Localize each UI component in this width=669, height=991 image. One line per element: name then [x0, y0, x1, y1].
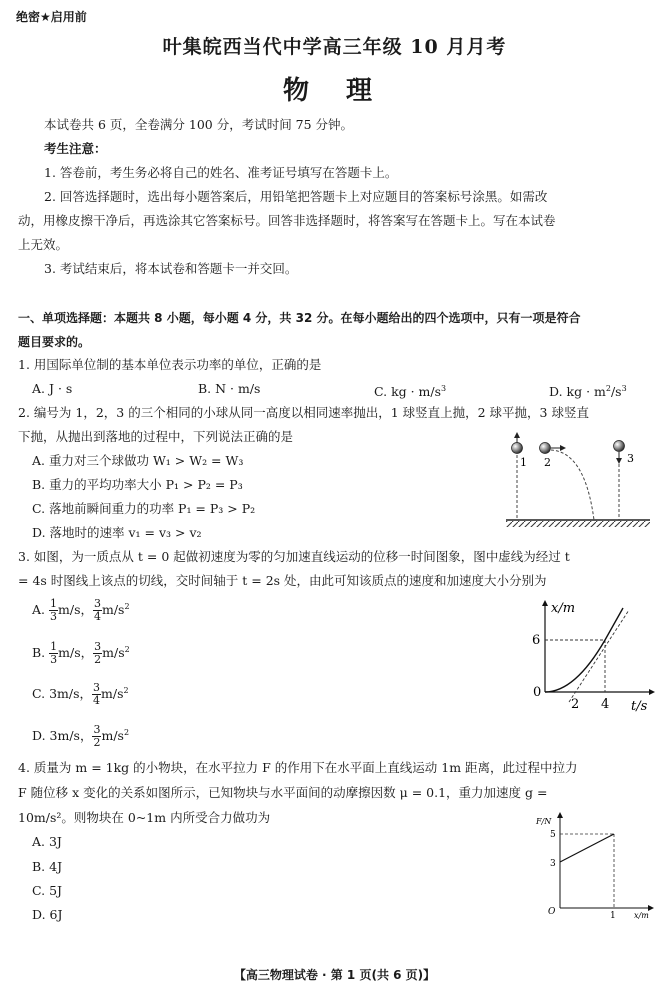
note-2a: 2. 回答选择题时，选出每小题答案后，用铅笔把答题卡上对应题目的答案标号涂黑。如需改 [44, 189, 548, 204]
q4-option-d: D. 6J [32, 907, 63, 922]
q1-option-a: A. J · s [32, 381, 73, 396]
q1-stem: 1. 用国际单位制的基本单位表示功率的单位，正确的是 [18, 357, 322, 372]
ball-1-label: 1 [520, 456, 527, 469]
ball-3-label: 3 [627, 452, 634, 465]
q1-option-c: C. kg · $m/s^3$ [374, 384, 447, 400]
q4-x-axis-label: x/m [634, 911, 649, 920]
q2-option-d: D. 落地时的速率 v₁ = v₃ > v₂ [32, 525, 202, 540]
subject-title: 物 理 [282, 76, 387, 106]
q2-option-a: A. 重力对三个球做功 W₁ > W₂ = W₃ [32, 453, 244, 468]
q3-stem-2: = 4s 时图线上该点的切线，交时间轴于 t = 2s 处，由此可知该质点的速度和加速度大小分别为 [18, 573, 547, 588]
q3-xt-graph [525, 596, 660, 716]
q3-stem-1: 3. 如图，为一质点从 t = 0 起做初速度为零的匀加速直线运动的位移一时间图象，图中虚线为经过 t [18, 549, 570, 564]
q3-x-tick-2: 2 [571, 697, 580, 712]
q4-stem-2: F 随位移 x 变化的关系如图所示，已知物块与水平面间的动摩擦因数 μ = 0.1，重力加速度 g = [18, 785, 548, 800]
q4-stem-3: 10m/s²。则物块在 0~1m 内所受合力做功为 [18, 810, 271, 825]
note-2b: 动，用橡皮擦干净后，再选涂其它答案标号。回答非选择题时，将答案写在答题卡上。写在本试卷 [18, 213, 556, 228]
q4-y-tick-5: 5 [550, 830, 556, 840]
section-heading: 一、单项选择题：本题共 8 小题，每小题 4 分，共 32 分。在每小题给出的四个选项中，只有一项是符合 [18, 311, 581, 325]
q4-x-tick-1: 1 [610, 911, 616, 921]
intro-line: 本试卷共 6 页，全卷满分 100 分，考试时间 75 分钟。 [44, 117, 354, 132]
q2-projectile-figure [500, 432, 655, 532]
q3-option-b: B. $\frac{1}{3}$ m/s， $\frac{3}{2}$ $m/s^2$ [32, 640, 130, 666]
q4-option-b: B. 4J [32, 859, 63, 874]
note-1: 1. 答卷前，考生务必将自己的姓名、准考证号填写在答题卡上。 [44, 165, 398, 180]
page-footer: 【高三物理试卷 · 第 1 页(共 6 页)】 [233, 968, 436, 982]
q4-origin: O [548, 907, 556, 917]
q2-stem-2: 下抛，从抛出到落地的过程中，下列说法正确的是 [18, 429, 294, 444]
q4-stem-1: 4. 质量为 m = 1kg 的小物块，在水平拉力 F 的作用下在水平面上直线运动 1m 距离，此过程中拉力 [18, 760, 578, 775]
exam-title: 叶集皖西当代中学高三年级 10 月月考 [162, 36, 507, 58]
q1-option-d: D. kg · $m^2/s^3$ [549, 384, 627, 400]
q3-x-axis-label: t/s [631, 699, 648, 714]
q3-x-tick-4: 4 [601, 697, 610, 712]
section-heading-cont: 题目要求的。 [18, 335, 91, 349]
q4-y-tick-3: 3 [550, 859, 556, 869]
q2-option-b: B. 重力的平均功率大小 P₁ > P₂ = P₃ [32, 477, 243, 492]
q4-fx-graph [530, 808, 660, 923]
note-2c: 上无效。 [18, 237, 69, 252]
q4-y-axis-label: F/N [536, 817, 552, 826]
confidential-label: 绝密★启用前 [16, 10, 87, 24]
q3-origin: 0 [533, 685, 542, 700]
q2-option-c: C. 落地前瞬间重力的功率 P₁ = P₃ > P₂ [32, 501, 256, 516]
notes-title: 考生注意： [44, 141, 107, 156]
q2-stem-1: 2. 编号为 1，2，3 的三个相同的小球从同一高度以相同速率抛出，1 球竖直上抛，2 球平抛，3 球竖直 [18, 405, 589, 420]
q4-option-c: C. 5J [32, 883, 63, 898]
q3-option-a: A. $\frac{1}{3}$ m/s， $\frac{3}{4}$ $m/s^2$ [32, 597, 130, 623]
note-3: 3. 考试结束后，将本试卷和答题卡一并交回。 [44, 261, 298, 276]
q4-option-a: A. 3J [32, 834, 62, 849]
ball-2-label: 2 [544, 456, 551, 469]
q3-option-d: D. 3m/s， $\frac{3}{2}$ $m/s^2$ [32, 723, 130, 749]
q3-y-tick-6: 6 [532, 633, 541, 648]
q3-option-c: C. 3m/s， $\frac{3}{4}$ $m/s^2$ [32, 681, 129, 707]
q3-y-axis-label: x/m [551, 601, 576, 616]
q1-option-b: B. N · m/s [198, 381, 261, 396]
